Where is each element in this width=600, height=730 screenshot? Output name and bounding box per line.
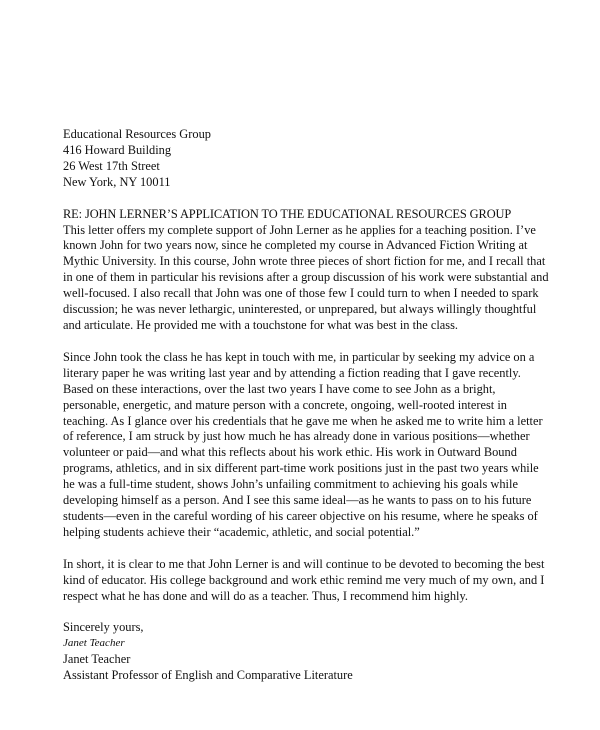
body-paragraph-3: In short, it is clear to me that John Lerner is and will continue to be devoted to becoming the best kind of educator. His college background and work ethic remind me very much of my own, and I respect what he has done and will do as a teacher. Thus, I recommend him highly. <box>63 556 545 603</box>
address-line-city: New York, NY 10011 <box>63 174 171 189</box>
signature: Janet Teacher <box>63 637 125 650</box>
address-line-organization: Educational Resources Group <box>63 127 211 141</box>
body-paragraph-1: This letter offers my complete support of John Lerner as he applies for a teaching position. I’ve known John for two years now, since he completed my course in Advanced Fiction Writing at Mythic University. In this course, John wrote three pieces of short fiction for me, and I recall that in one of them in particular his revisions after a group discussion of his work were substantial and well-focused. I also recall that John was one of those few I could turn to when I needed to spark discussion; he was never lethargic, uninterested, or unprepared, but always willingly thoughtful and articulate. He provided me with a touchstone for what was best in the class. <box>63 222 549 332</box>
closing-block <box>63 620 553 684</box>
body-paragraph-2: Since John took the class he has kept in touch with me, in particular by seeking my advice on a literary paper he was writing last year and by attending a fiction reading that I gave recently. Based on these interactions, over the last two years I have come to see John as a bright, personable, energetic, and mature person with a concrete, ongoing, well-rooted interest in teaching. As I glance over his credentials that he gave me when he asked me to write him a letter of reference, I am struck by just how much he has already done in various positions—whether volunteer or paid—and what this reflects about his work ethic. His work in Outward Bound programs, athletics, and in six different part-time work positions just in the past two years while he was a full-time student, shows John’s unfailing commitment to achieving his goals while developing himself as a person. And I see this same ideal—as he wants to pass on to his future students—even in the careful wording of his career objective on his resume, where he speaks of helping students achieve their “academic, athletic, and social potential.” <box>63 349 543 539</box>
valediction: Sincerely yours, <box>63 620 144 635</box>
letter-page <box>63 127 553 684</box>
address-line-street: 26 West 17th Street <box>63 158 160 173</box>
sender-address <box>63 127 553 191</box>
subject-line: RE: JOHN LERNER’S APPLICATION TO THE EDUCATIONAL RESOURCES GROUP <box>63 206 512 221</box>
address-line-building: 416 Howard Building <box>63 142 172 157</box>
signer-name: Janet Teacher <box>63 652 131 667</box>
signer-title: Assistant Professor of English and Comparative Literature <box>63 668 353 683</box>
